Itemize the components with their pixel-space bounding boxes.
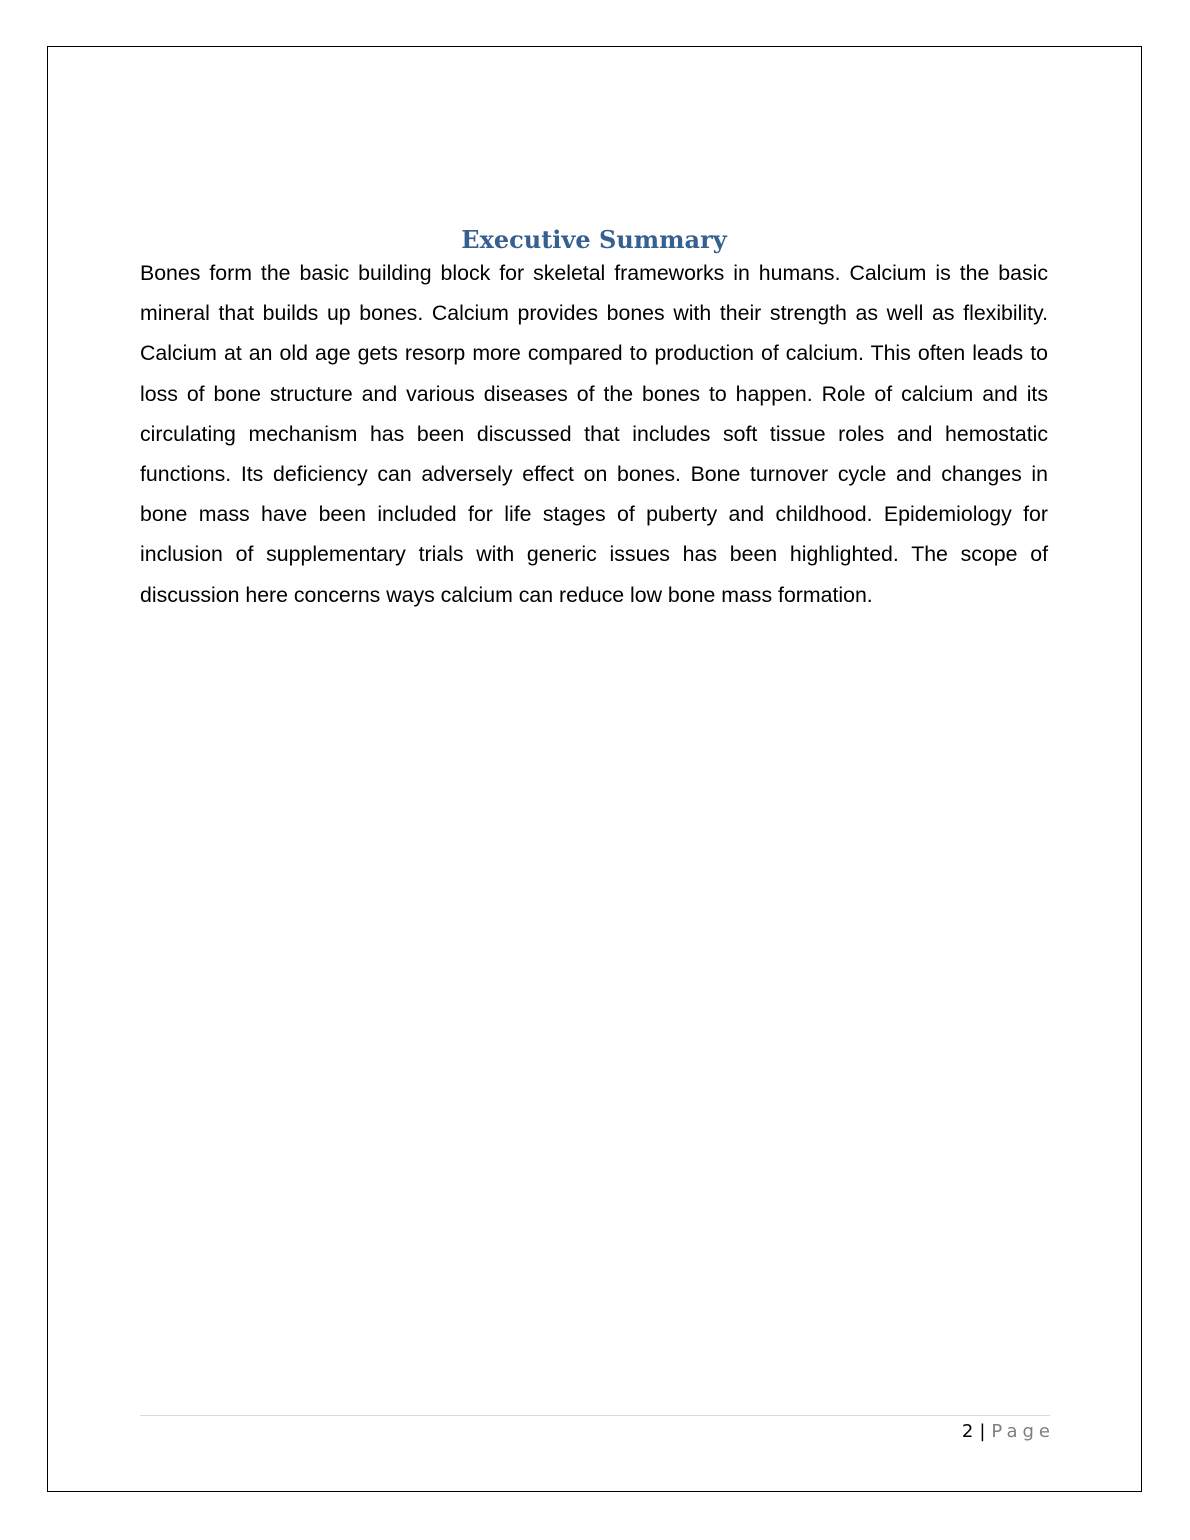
section-heading: Executive Summary xyxy=(461,225,727,254)
footer-divider xyxy=(140,1415,1050,1416)
page-footer xyxy=(961,1418,1055,1446)
page-number: 2 xyxy=(961,1421,974,1442)
footer-separator: | xyxy=(979,1421,986,1442)
page-label: Page xyxy=(991,1421,1055,1442)
summary-paragraph: Bones form the basic building block for skeletal frameworks in humans. Calcium is the basic mineral that builds up bones. Calcium provides bones with their strength as well as flexibility. Calcium at an old age gets resorp more compared to production of calcium. This often leads to loss of bone structure and various diseases of the bones to happen. Role of calcium and its circulating mechanism has been discussed that includes soft tissue roles and hemostatic functions. Its deficiency can adversely effect on bones. Bone turnover cycle and changes in bone mass have been included for life stages of puberty and childhood. Epidemiology for inclusion of supplementary trials with generic issues has been highlighted. The scope of discussion here concerns ways calcium can reduce low bone mass formation. xyxy=(140,261,1048,607)
